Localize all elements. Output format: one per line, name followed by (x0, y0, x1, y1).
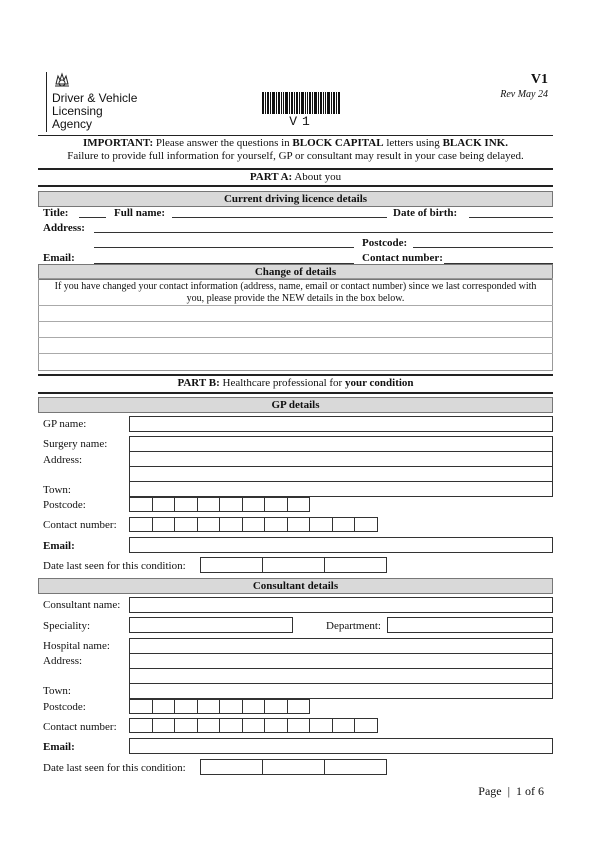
part-a-title (38, 171, 553, 183)
full-name-input[interactable] (172, 217, 387, 218)
address-input-line2[interactable] (94, 247, 354, 248)
speciality-label: Speciality: (43, 620, 91, 632)
email-label: Email: (43, 252, 75, 264)
gp-town-input[interactable] (129, 481, 553, 497)
notice-block-capital: BLOCK CAPITAL (292, 137, 384, 149)
part-a-text: About you (292, 171, 342, 183)
consultant-contact-cells[interactable] (129, 718, 377, 733)
title-input[interactable] (79, 217, 106, 218)
consultant-last-seen-year[interactable] (324, 759, 387, 775)
full-name-label: Full name: (114, 207, 166, 219)
barcode-text: V1 (289, 114, 315, 129)
hospital-address-line1[interactable] (129, 653, 553, 669)
postcode-label: Postcode: (362, 237, 408, 249)
barcode-icon (262, 92, 342, 114)
gp-postcode-cells[interactable] (129, 497, 309, 512)
hospital-name-label: Hospital name: (43, 640, 110, 652)
hospital-postcode-label: Postcode: (43, 701, 86, 713)
notice-text-a: Please answer the questions in (153, 137, 293, 149)
change-details-line1[interactable] (38, 305, 553, 306)
gp-name-input[interactable] (129, 416, 553, 432)
consultant-last-seen-day[interactable] (200, 759, 263, 775)
hospital-postcode-cells[interactable] (129, 699, 309, 714)
gp-email-input[interactable] (129, 537, 553, 553)
page-label: Page (478, 784, 502, 798)
consultant-email-label: Email: (43, 741, 75, 753)
gp-postcode-label: Postcode: (43, 499, 86, 511)
agency-name-line3: Agency (52, 117, 93, 131)
agency-name-line1: Driver & Vehicle (52, 91, 138, 105)
gp-last-seen-year[interactable] (324, 557, 387, 573)
notice-black-ink: BLACK INK. (442, 137, 508, 149)
important-label: IMPORTANT: (83, 137, 154, 149)
agency-name-line2: Licensing (52, 104, 103, 118)
agency-logo (46, 72, 146, 134)
notice-text-c: letters using (383, 137, 443, 149)
gp-town-label: Town: (43, 484, 71, 496)
hospital-name-input[interactable] (129, 638, 553, 654)
surgery-name-label: Surgery name: (43, 438, 108, 450)
consultant-name-input[interactable] (129, 597, 553, 613)
change-details-line2[interactable] (38, 321, 553, 322)
gp-address-line1[interactable] (129, 451, 553, 467)
change-details-instructions: If you have changed your contact information (address, name, email or contact number) since we last corresponded with you, please provide the NEW details in the box below. (54, 281, 537, 304)
surgery-name-input[interactable] (129, 436, 553, 452)
part-a-label: PART A: (249, 171, 293, 183)
gp-email-label: Email: (43, 540, 75, 552)
hospital-town-label: Town: (43, 685, 71, 697)
change-details-line3[interactable] (38, 337, 553, 338)
page-number: Page | 1 of 6 (478, 784, 544, 798)
dob-label: Date of birth: (393, 207, 458, 219)
gp-name-label: GP name: (43, 418, 87, 430)
part-b-label: PART B: (177, 377, 220, 389)
gp-address-line2[interactable] (129, 466, 553, 482)
consultant-contact-label: Contact number: (43, 721, 117, 733)
speciality-input[interactable] (129, 617, 293, 633)
department-input[interactable] (387, 617, 553, 633)
consultant-last-seen-label: Date last seen for this condition: (43, 762, 186, 774)
important-notice (38, 137, 553, 163)
form-revision: Rev May 24 (500, 89, 548, 100)
hospital-address-label: Address: (43, 655, 83, 667)
gp-contact-label: Contact number: (43, 519, 117, 531)
gp-details-header: GP details (38, 397, 553, 413)
title-label: Title: (43, 207, 69, 219)
crest-icon (53, 72, 71, 88)
consultant-details-header: Consultant details (38, 578, 553, 594)
part-b-your-condition: your condition (344, 377, 414, 389)
gp-last-seen-month[interactable] (262, 557, 325, 573)
address-input-line1[interactable] (94, 232, 553, 233)
form-code: V1 (530, 72, 548, 87)
part-b-title (38, 377, 553, 389)
postcode-input[interactable] (413, 247, 553, 248)
part-b-text: Healthcare professional for (219, 377, 345, 389)
address-label: Address: (43, 222, 85, 234)
consultant-email-input[interactable] (129, 738, 553, 754)
gp-contact-cells[interactable] (129, 517, 377, 532)
page-count: 1 of 6 (516, 784, 544, 798)
consultant-name-label: Consultant name: (43, 599, 121, 611)
gp-last-seen-label: Date last seen for this condition: (43, 560, 186, 572)
change-details-header: Change of details (38, 264, 553, 280)
gp-address-label: Address: (43, 454, 83, 466)
change-details-line4[interactable] (38, 353, 553, 354)
hospital-address-line2[interactable] (129, 668, 553, 684)
barcode (262, 92, 342, 132)
hospital-town-input[interactable] (129, 683, 553, 699)
notice-line2: Failure to provide full information for yourself, GP or consultant may result in your case being delayed. (67, 150, 524, 162)
dob-input[interactable] (469, 217, 553, 218)
contact-number-label: Contact number: (362, 252, 443, 264)
consultant-last-seen-month[interactable] (262, 759, 325, 775)
gp-last-seen-day[interactable] (200, 557, 263, 573)
department-label: Department: (326, 620, 381, 632)
licence-details-header: Current driving licence details (38, 191, 553, 207)
